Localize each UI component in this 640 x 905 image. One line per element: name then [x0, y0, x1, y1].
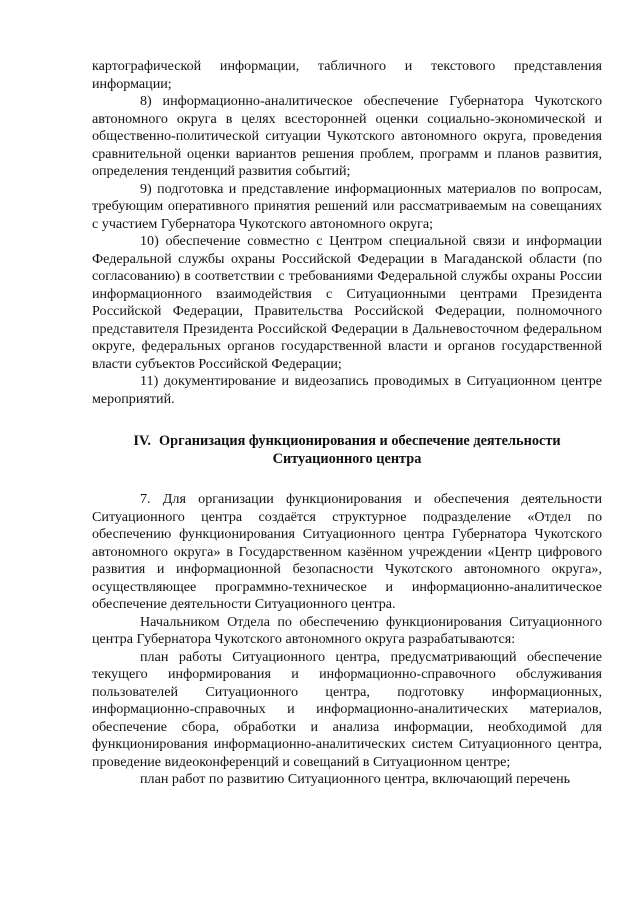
paragraph-department-head: Начальником Отдела по обеспечению функционирования Ситуационного центра Губернатора Чукотского автономного округа разрабатываются: [92, 613, 602, 647]
paragraph-continuation: картографической информации, табличного и текстового представления информации; [92, 58, 602, 92]
section-heading [92, 432, 602, 468]
paragraph-item-11: 11) документирование и видеозапись проводимых в Ситуационном центре мероприятий. [92, 373, 602, 407]
section-number: IV. [133, 433, 152, 449]
document-page [92, 58, 602, 789]
paragraph-item-9: 9) подготовка и представление информационных материалов по вопросам, требующим оперативного принятия решений или рассматриваемым на совещаниях с участием Губернатора Чукотского автономного округа; [92, 180, 602, 232]
paragraph-item-7: 7. Для организации функционирования и обеспечения деятельности Ситуационного центра создаётся структурное подразделение «Отдел по обеспечению функционирования Ситуационного центра Губернатора Чукотского автономного округа» в Государственном казённом учреждении «Центр цифрового развития и информационной безопасности Чукотского автономного округа», осуществляющее программно-техническое и информационно-аналитическое обеспечение деятельности Ситуационного центра. [92, 491, 602, 612]
section-spacer [92, 468, 602, 491]
section-title-line1: Организация функционирования и обеспечение деятельности [159, 433, 561, 449]
paragraph-work-plan: план работы Ситуационного центра, предусматривающий обеспечение текущего информирования и информационно-справочного обслуживания пользователей Ситуационного центра, подготовку информационных, информационно-справочных и информационно-аналитических материалов, обеспечение сбора, обработки и анализа информации, необходимой для функционирования информационно-аналитических систем Ситуационного центра, проведение видеоконференций и совещаний в Ситуационном центре; [92, 648, 602, 770]
paragraph-item-10: 10) обеспечение совместно с Центром специальной связи и информации Федеральной службы охраны Российской Федерации в Магаданской области (по согласованию) в соответствии с требованиями Федеральной службы охраны России информационного взаимодействия с Ситуационными центрами Президента Российской Федерации, Правительства Российской Федерации, полномочного представителя Президента Российской Федерации в Дальневосточном федеральном округе, федеральных органов государственной власти и органов государственной власти субъектов Российской Федерации; [92, 233, 602, 372]
section-title-line2: Ситуационного центра [272, 451, 422, 467]
section-heading-line1 [92, 432, 602, 450]
paragraph-item-8: 8) информационно-аналитическое обеспечение Губернатора Чукотского автономного округа в целях всесторонней оценки социально-экономической и общественно-политической ситуации Чукотского автономного округа, проведения сравнительной оценки вариантов решения проблем, программ и планов развития, определения тенденций развития событий; [92, 93, 602, 179]
paragraph-development-plan: план работ по развитию Ситуационного центра, включающий перечень [140, 771, 571, 787]
